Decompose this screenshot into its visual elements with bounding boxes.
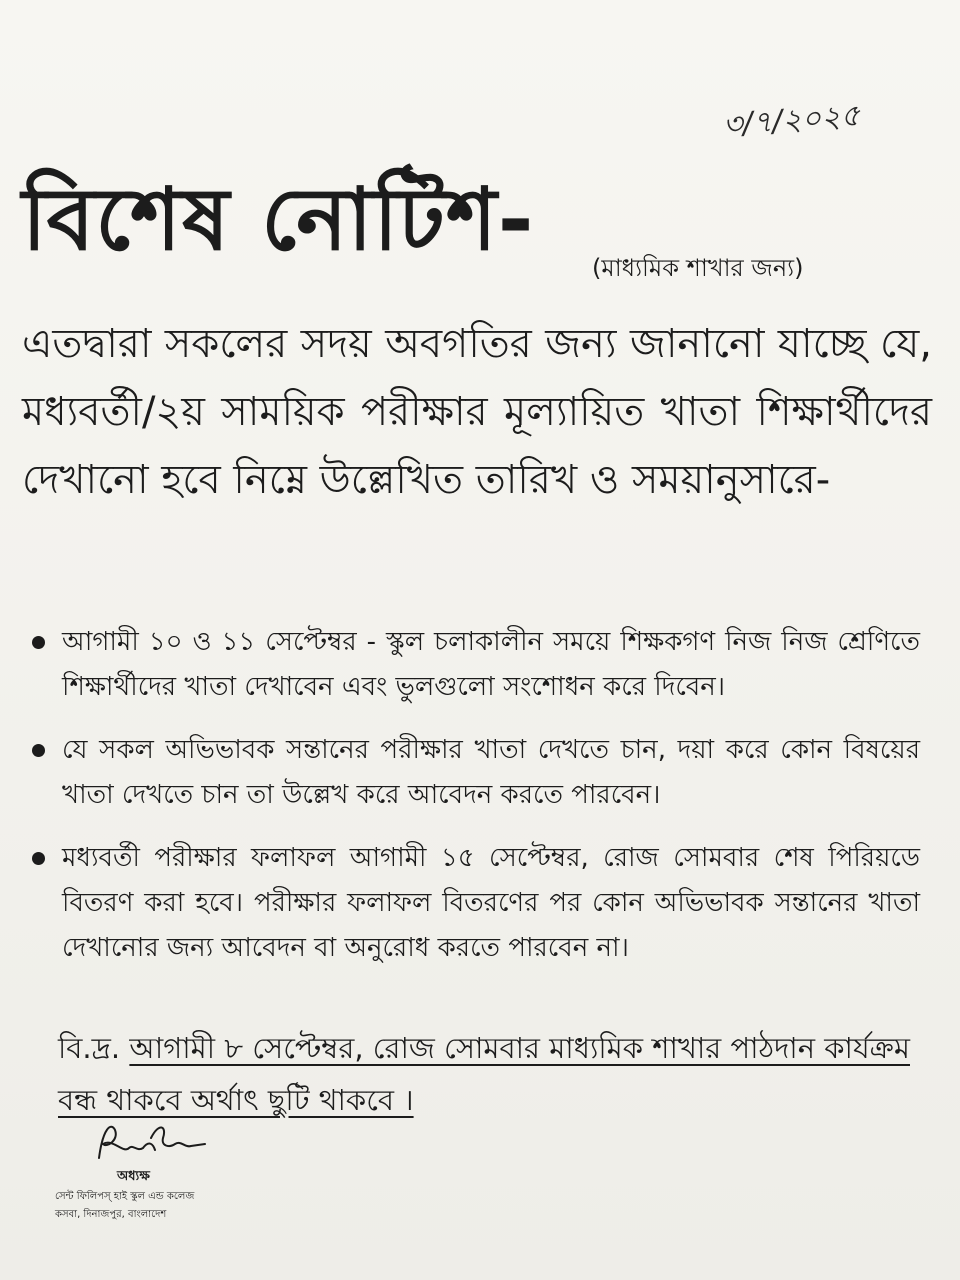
nb-text: আগামী ৮ সেপ্টেম্বর, রোজ সোমবার মাধ্যমিক শাখার পাঠদান কার্যক্রম বন্ধ থাকবে অর্থাৎ ছুটি থাকবে । <box>58 1031 910 1117</box>
school-name: সেন্ট ফিলিপস্ হাই স্কুল এন্ড কলেজ <box>55 1191 195 1202</box>
nb-note <box>58 1022 918 1126</box>
title-row <box>22 165 942 285</box>
notice-title: বিশেষ নোটিশ- <box>22 170 535 270</box>
bullet-text: আগামী ১০ ও ১১ সেপ্টেম্বর - স্কুল চলাকালীন সময়ে শিক্ষকগণ নিজ নিজ শ্রেণিতে শিক্ষার্থীদের খাতা দেখাবেন এবং ভুলগুলো সংশোধন করে দিবেন। <box>62 627 920 702</box>
intro-paragraph: এতদ্বারা সকলের সদয় অবগতির জন্য জানানো যাচ্ছে যে, মধ্যবর্তী/২য় সাময়িক পরীক্ষার মূল্যায়িত খাতা শিক্ষার্থীদের দেখানো হবে নিম্নে উল্লেখিত তারিখ ও সময়ানুসারে- <box>22 321 932 503</box>
signature-block <box>55 1118 275 1238</box>
bullet-item <box>30 620 920 710</box>
bullet-text: যে সকল অভিভাবক সন্তানের পরীক্ষার খাতা দেখতে চান, দয়া করে কোন বিষয়ের খাতা দেখতে চান তা উল্লেখ করে আবেদন করতে পারবেন। <box>62 735 920 810</box>
bullet-list <box>30 620 920 989</box>
signature-title: অধ্যক্ষ <box>117 1169 150 1184</box>
bullet-text: মধ্যবর্তী পরীক্ষার ফলাফল আগামী ১৫ সেপ্টেম্বর, রোজ সোমবার শেষ পিরিয়ডে বিতরণ করা হবে। পরীক্ষার ফলাফল বিতরণের পর কোন অভিভাবক সন্তানের খাতা দেখানোর জন্য আবেদন বা অনুরোধ করতে পারবেন না। <box>62 843 920 963</box>
signature-scribble-icon <box>93 1118 213 1166</box>
nb-label: বি.দ্র. <box>58 1031 121 1065</box>
school-address: কসবা, দিনাজপুর, বাংলাদেশ <box>55 1209 167 1220</box>
bullet-dot-icon <box>32 852 45 865</box>
notice-subtitle: (মাধ্যমিক শাখার জন্য) <box>592 254 804 282</box>
bullet-item <box>30 836 920 971</box>
notice-date: ৩/৭/২০২৫ <box>721 98 861 143</box>
bullet-dot-icon <box>32 636 45 649</box>
bullet-item <box>30 728 920 818</box>
bullet-dot-icon <box>32 744 45 757</box>
